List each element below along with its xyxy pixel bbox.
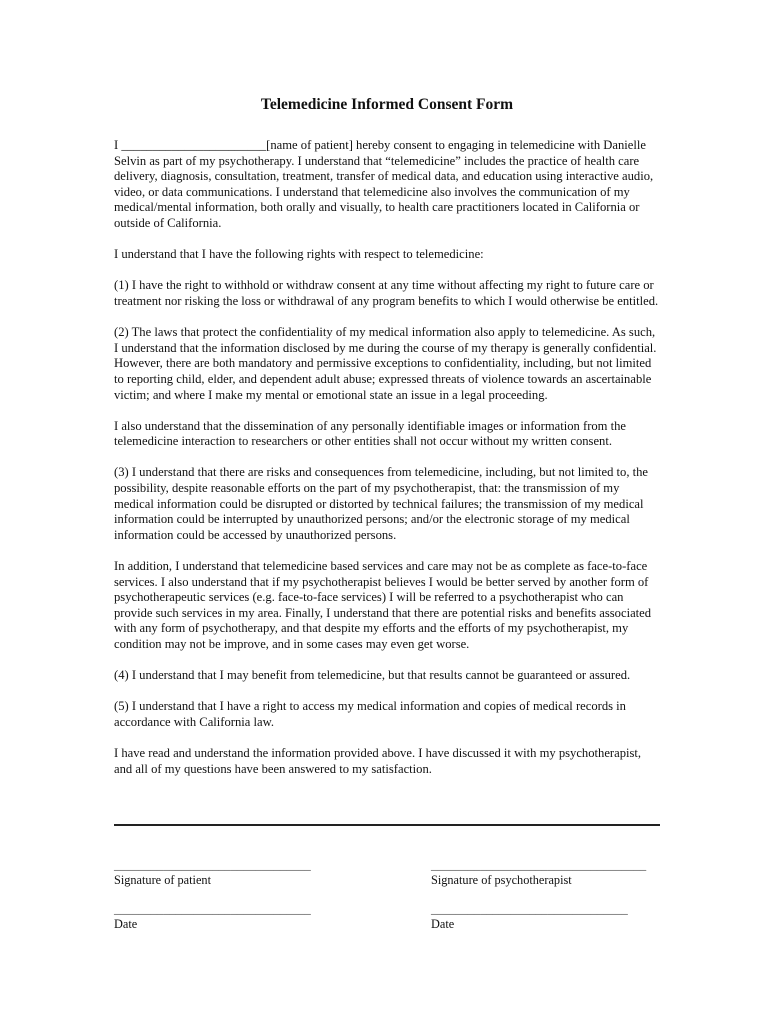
therapist-date-line[interactable]: ________________________________	[431, 902, 628, 916]
section-divider	[114, 824, 660, 826]
paragraph-right-5: (5) I understand that I have a right to access my medical information and copies of medical records in accordance with California law.	[114, 699, 626, 729]
form-title: Telemedicine Informed Consent Form	[260, 96, 514, 113]
patient-signature-field[interactable]	[114, 858, 311, 888]
paragraph-right-2: (2) The laws that protect the confidentiality of my medical information also apply to telemedicine. As such, I understand that the information disclosed by me during the course of my therapy is generally confidential. However, there are both mandatory and permissive exceptions to confidentiality, including, but not limited to reporting child, elder, and dependent adult abuse; expressed threats of violence towards an ascertainable victim; and where I make my mental or emotional state an issue in a legal proceeding.	[114, 325, 657, 402]
paragraph-dissemination: I also understand that the dissemination of any personally identifiable images or information from the telemedicine interaction to researchers or other entities shall not occur without my written consent.	[114, 418, 627, 449]
consent-form-page	[114, 0, 660, 1024]
therapist-signature-line[interactable]: ___________________________________	[431, 858, 647, 872]
patient-date-line[interactable]: ________________________________	[114, 902, 311, 916]
therapist-date-label: Date	[431, 917, 455, 931]
paragraph-right-4: (4) I understand that I may benefit from telemedicine, but that results cannot be guaranteed or assured.	[114, 668, 631, 683]
patient-date-label: Date	[114, 917, 138, 931]
paragraph-acknowledgement: I have read and understand the information provided above. I have discussed it with my psychotherapist, and all of my questions have been answered to my satisfaction.	[114, 746, 642, 776]
patient-signature-line[interactable]: ________________________________	[114, 858, 311, 872]
patient-date-field[interactable]	[114, 902, 311, 932]
paragraph-right-1: (1) I have the right to withhold or withdraw consent at any time without affecting my right to future care or treatment nor risking the loss or withdrawal of any program benefits to which I would otherwise be entitled.	[114, 278, 659, 308]
paragraph-additional: In addition, I understand that telemedicine based services and care may not be as complete as face-to-face services. I also understand that if my psychotherapist believes I would be better served by another form of psychotherapeutic services (e.g. face-to-face services) I will be referred to a psychotherapist who can provide such services in my area. Finally, I understand that there are potential risks and benefits associated with any form of psychotherapy, and that despite my efforts and the efforts of my psychotherapist, my condition may not be improve, and in some cases may even get worse.	[114, 559, 652, 651]
paragraph-right-3: (3) I understand that there are risks and consequences from telemedicine, including, but not limited to, the possibility, despite reasonable efforts on the part of my psychotherapist, that: the transmission of my medical information could be disrupted or distorted by technical failures; the transmission of my medical information could be interrupted by unauthorized persons; and/or the electronic storage of my medical information could be accessed by unauthorized persons.	[114, 465, 649, 542]
therapist-date-field[interactable]	[431, 902, 628, 932]
form-body	[114, 138, 660, 793]
paragraph-consent-intro: I _______________________[name of patient] hereby consent to engaging in telemedicine with Danielle Selvin as part of my psychotherapy. I understand that “telemedicine” includes the practice of health care delivery, diagnosis, consultation, treatment, transfer of medical data, and education using interactive audio, video, or data communications. I understand that telemedicine also involves the communication of my medical/mental information, both orally and visually, to health care practitioners located in California or outside of California.	[114, 138, 654, 230]
therapist-signature-field[interactable]	[431, 858, 646, 888]
paragraph-rights-intro: I understand that I have the following rights with respect to telemedicine:	[114, 247, 484, 262]
therapist-signature-label: Signature of psychotherapist	[431, 873, 572, 887]
patient-signature-label: Signature of patient	[114, 873, 211, 887]
